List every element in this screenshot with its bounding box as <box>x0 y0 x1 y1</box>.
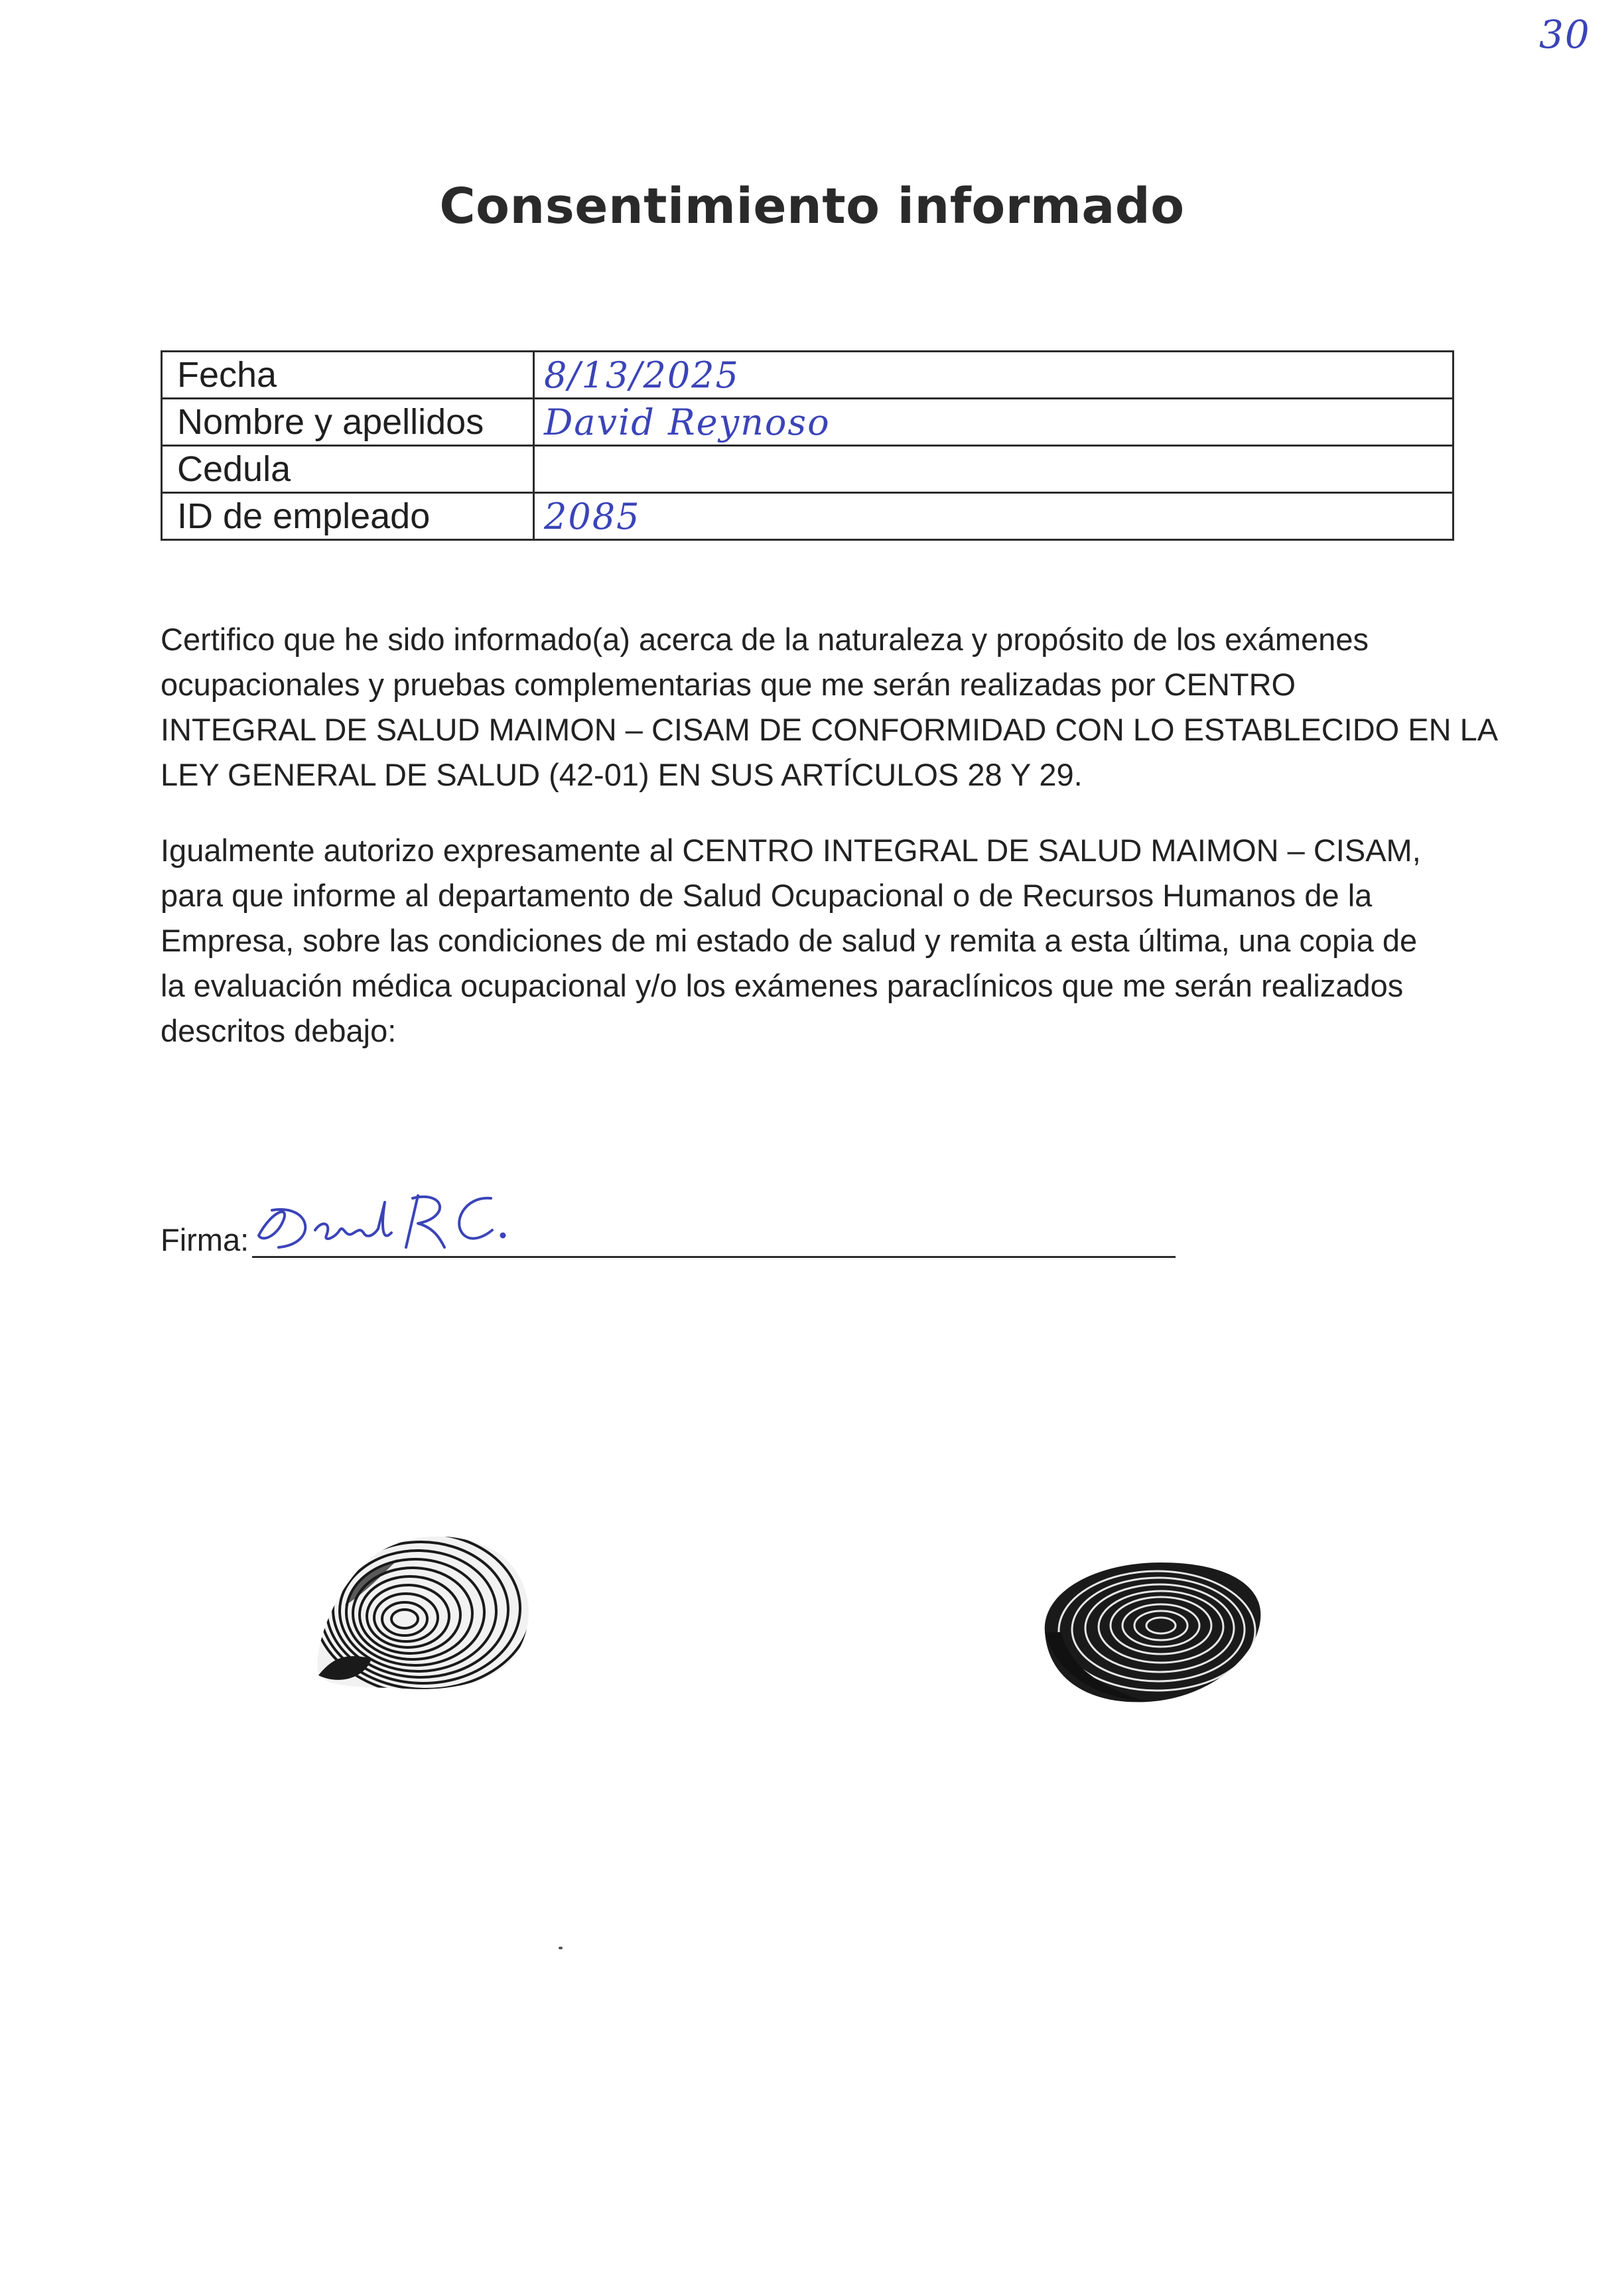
table-row <box>162 352 1454 399</box>
paragraph-line: LEY GENERAL DE SALUD (42-01) EN SUS ARTÍCULOS 28 Y 29. <box>161 757 1083 792</box>
id-empleado-label: ID de empleado <box>162 493 534 540</box>
signature-label: Firma: <box>161 1222 249 1257</box>
nombre-value: David Reynoso <box>534 399 1454 446</box>
authorization-paragraph <box>161 828 1461 1054</box>
handwritten-signature <box>252 1184 531 1257</box>
table-row <box>162 399 1454 446</box>
paragraph-line: descritos debajo: <box>161 1013 397 1048</box>
fecha-label: Fecha <box>162 352 534 399</box>
cedula-label: Cedula <box>162 446 534 493</box>
table-row <box>162 446 1454 493</box>
signature-row <box>161 1188 1176 1261</box>
right-fingerprint-image <box>1035 1546 1274 1718</box>
id-empleado-value: 2085 <box>534 493 1454 540</box>
paragraph-line: Empresa, sobre las condiciones de mi estado de salud y remita a esta última, una copia de <box>161 923 1418 958</box>
fecha-value: 8/13/2025 <box>534 352 1454 399</box>
page-number: 30 <box>1539 12 1591 57</box>
nombre-label: Nombre y apellidos <box>162 399 534 446</box>
paragraph-line: ocupacionales y pruebas complementarias que me serán realizadas por CENTRO <box>161 667 1296 702</box>
left-fingerprint-image <box>305 1526 544 1699</box>
table-row <box>162 493 1454 540</box>
certification-paragraph <box>161 617 1499 798</box>
employee-info-table <box>161 350 1454 541</box>
paragraph-line: Igualmente autorizo expresamente al CENTRO INTEGRAL DE SALUD MAIMON – CISAM, <box>161 833 1421 868</box>
page-title: Consentimiento informado <box>439 178 1185 235</box>
cedula-value <box>534 446 1454 493</box>
paragraph-line: Certifico que he sido informado(a) acerca de la naturaleza y propósito de los exámenes <box>161 622 1369 657</box>
paragraph-line: la evaluación médica ocupacional y/o los exámenes paraclínicos que me serán realizados <box>161 968 1404 1003</box>
scan-speck <box>559 1947 563 1949</box>
paragraph-line: para que informe al departamento de Salud Ocupacional o de Recursos Humanos de la <box>161 878 1373 913</box>
paragraph-line: INTEGRAL DE SALUD MAIMON – CISAM DE CONFORMIDAD CON LO ESTABLECIDO EN LA <box>161 712 1499 747</box>
